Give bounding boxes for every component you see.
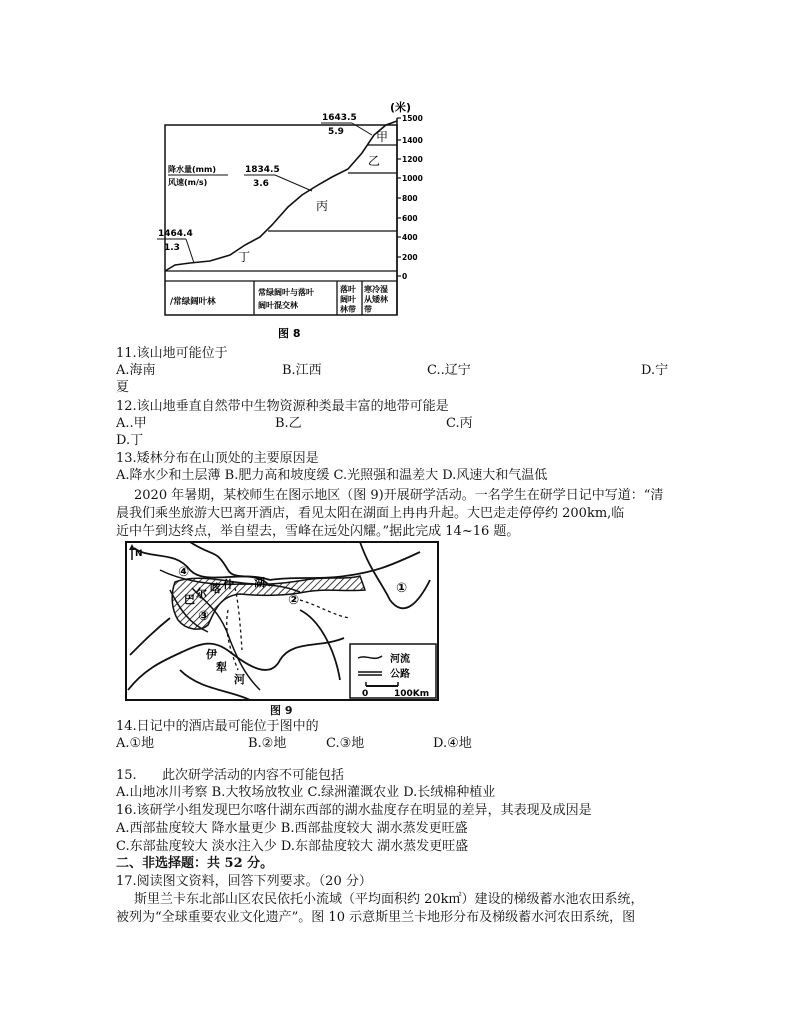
- figure-9: [120, 540, 450, 720]
- q17-paragraph-1: 斯里兰卡东北部山区农民依托小流域（平均面积约 20k㎡）建设的梯级蓄水池农田系统，: [134, 892, 644, 907]
- q14-option-b[interactable]: B.②地: [248, 736, 287, 751]
- low-precip: 1464.4: [158, 229, 193, 239]
- q15-stem: 此次研学活动的内容不可能包括: [162, 768, 345, 783]
- q13-stem: 13.矮林分布在山顶处的主要原因是: [116, 451, 319, 466]
- lake-char-1: 巴: [184, 593, 195, 606]
- forest-type-2a: 常绿阔叶与落叶: [258, 288, 314, 297]
- legend-wind: 风速(m/s): [168, 178, 208, 187]
- y-tick-1500: 1500: [402, 114, 423, 123]
- y-tick-600: 600: [402, 214, 418, 223]
- y-tick-200: 200: [402, 253, 418, 262]
- forest-type-4b: 从矮林: [364, 295, 388, 304]
- zone-yi: 乙: [368, 154, 381, 168]
- mountain-profile: [165, 121, 397, 271]
- q17-paragraph-2: 被列为“全球重要农业文化遗产”。图 10 示意斯里兰卡地形分布及梯级蓄水河农田系统，图: [116, 910, 636, 925]
- q11-option-d-cont: 夏: [116, 380, 130, 395]
- q12-stem: 12.该山地垂直自然带中生物资源种类最丰富的地带可能是: [116, 399, 449, 414]
- q14-option-d[interactable]: D.④地: [433, 736, 472, 751]
- river-line: [134, 548, 270, 580]
- q13-options[interactable]: A.降水少和土层薄 B.肥力高和坡度缓 C.光照强和温差大 D.风速大和气温低: [116, 468, 548, 483]
- lake-char-3: 喀: [210, 582, 221, 595]
- road-dashed: [227, 610, 238, 670]
- y-tick-1400: 1400: [402, 136, 423, 145]
- legend-road: 公路: [390, 669, 410, 680]
- scale-length: 100Km: [394, 689, 430, 699]
- passage-line-1: 2020 年暑期，某校师生在图示地区（图 9)开展研学活动。一名学生在研学日记中写道：“清: [134, 488, 664, 503]
- legend-river: 河流: [390, 654, 410, 665]
- section-2-heading: 二、非选择题：共 52 分。: [116, 856, 274, 871]
- forest-type-3a: 落叶: [340, 285, 356, 294]
- forest-type-1: /常绿阔叶林: [170, 297, 216, 307]
- y-unit: (米): [390, 101, 412, 114]
- high-wind: 5.9: [328, 127, 344, 137]
- forest-type-2b: 阔叶混交林: [258, 301, 298, 310]
- q15-options[interactable]: A.山地冰川考察 B.大牧场放牧业 C.绿洲灌溉农业 D.长绒棉种植业: [116, 785, 496, 800]
- y-tick-800: 800: [402, 194, 418, 203]
- y-tick-1200: 1200: [402, 155, 423, 164]
- q16-options-row2[interactable]: C.东部盐度较大 淡水注入少 D.东部盐度较大 湖水蒸发更旺盛: [116, 839, 469, 854]
- q16-options-row1[interactable]: A.西部盐度较大 降水量更少 B.西部盐度较大 湖水蒸发更旺盛: [116, 821, 468, 836]
- forest-type-4c: 带: [364, 305, 372, 314]
- scale-zero: 0: [362, 689, 369, 699]
- high-precip: 1643.5: [322, 113, 357, 123]
- north-arrow: N: [135, 549, 143, 559]
- forest-type-3b: 阔叶: [340, 295, 356, 304]
- q12-option-d[interactable]: D.丁: [116, 433, 144, 448]
- q11-option-b[interactable]: B.江西: [282, 363, 322, 378]
- legend-precip: 降水量(mm): [168, 165, 216, 174]
- q15-number: 15.: [116, 768, 137, 783]
- mid-precip: 1834.5: [245, 165, 280, 175]
- y-tick-1000: 1000: [402, 174, 423, 183]
- river-char-1: 伊: [206, 648, 217, 661]
- q17-stem: 17.阅读图文资料，回答下列要求。（20 分）: [116, 874, 372, 889]
- zone-jia: 甲: [376, 130, 389, 144]
- forest-type-3c: 林带: [340, 305, 356, 314]
- y-tick-400: 400: [402, 233, 418, 242]
- figure8-caption: 图 8: [278, 327, 301, 340]
- road-dashed: [235, 588, 242, 650]
- lake-char-2: 尔: [196, 587, 207, 600]
- lake-char-4: 什: [223, 578, 234, 591]
- mid-wind: 3.6: [253, 179, 269, 189]
- q12-option-b[interactable]: B.乙: [275, 416, 302, 431]
- q11-option-d[interactable]: D.宁: [641, 363, 669, 378]
- q11-stem: 11.该山地可能位于: [116, 346, 228, 361]
- q11-option-a[interactable]: A.海南: [116, 363, 156, 378]
- q16-stem: 16.该研学小组发现巴尔喀什湖东西部的湖水盐度存在明显的差异，其表现及成因是: [116, 803, 592, 818]
- zone-ding: 丁: [238, 250, 251, 264]
- location-1: ①: [396, 581, 408, 596]
- q12-option-c[interactable]: C.丙: [446, 416, 473, 431]
- lake-char-5: 湖: [254, 576, 265, 589]
- river-char-3: 河: [234, 673, 245, 686]
- river-line: [130, 618, 170, 655]
- forest-type-4a: 寒冷湿: [364, 285, 388, 294]
- figure-8: [150, 95, 440, 345]
- q14-option-c[interactable]: C.③地: [326, 736, 365, 751]
- q11-option-c[interactable]: C..辽宁: [427, 363, 471, 378]
- passage-line-3: 近中午到达终点，举自望去，雪峰在远处闪耀。”据此完成 14~16 题。: [116, 524, 520, 539]
- low-wind: 1.3: [164, 243, 180, 253]
- y-tick-0: 0: [402, 272, 408, 281]
- location-4: ④: [178, 565, 190, 580]
- q14-stem: 14.日记中的酒店最可能位于图中的: [116, 719, 319, 734]
- location-2: ②: [288, 593, 300, 608]
- zone-bing: 丙: [316, 199, 329, 213]
- q12-option-a[interactable]: A..甲: [116, 416, 147, 431]
- location-3: ③: [198, 609, 210, 624]
- river-line: [270, 552, 420, 580]
- figure9-caption: 图 9: [270, 704, 293, 717]
- river-char-2: 犁: [216, 661, 227, 674]
- passage-line-2: 晨我们乘坐旅游大巴离开酒店，看见太阳在湖面上冉冉升起。大巴走走停停约 200km,临: [116, 506, 625, 521]
- q14-option-a[interactable]: A.①地: [116, 736, 155, 751]
